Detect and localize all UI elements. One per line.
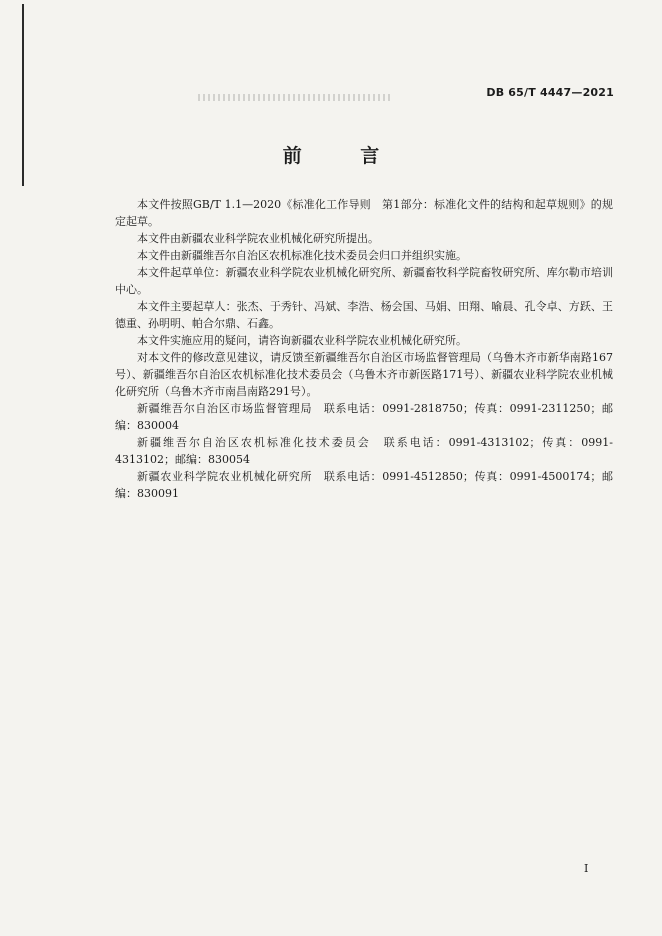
paragraph: 本文件起草单位：新疆农业科学院农业机械化研究所、新疆畜牧科学院畜牧研究所、库尔勒市培训中心。 — [115, 266, 613, 296]
contact-line: 新疆维吾尔自治区农机标准化技术委员会 联系电话：0991-4313102；传真：0991-4313102；邮编：830054 — [115, 436, 613, 466]
paragraph: 本文件主要起草人：张杰、于秀针、冯斌、李浩、杨会国、马娟、田翔、喻晨、孔令卓、方跃、王德重、孙明明、帕合尔鼎、石鑫。 — [115, 300, 613, 330]
page-number: I — [584, 862, 589, 875]
document-number: DB 65/T 4447—2021 — [486, 86, 614, 99]
contact-line: 新疆维吾尔自治区市场监督管理局 联系电话：0991-2818750；传真：0991-2311250；邮编：830004 — [115, 402, 613, 432]
scan-artifact — [198, 94, 393, 101]
foreword-body — [115, 196, 613, 502]
paragraph: 本文件实施应用的疑问，请咨询新疆农业科学院农业机械化研究所。 — [137, 334, 467, 347]
page-title: 前 言 — [282, 145, 406, 167]
paragraph: 本文件由新疆农业科学院农业机械化研究所提出。 — [137, 232, 379, 245]
paragraph: 对本文件的修改意见建议，请反馈至新疆维吾尔自治区市场监督管理局（乌鲁木齐市新华南路167号）、新疆维吾尔自治区农机标准化技术委员会（乌鲁木齐市新医路171号）、新疆农业科学院农业机械化研究所（乌鲁木齐市南昌南路291号）。 — [115, 351, 613, 398]
paragraph: 本文件由新疆维吾尔自治区农机标准化技术委员会归口并组织实施。 — [137, 249, 467, 262]
contact-line: 新疆农业科学院农业机械化研究所 联系电话：0991-4512850；传真：0991-4500174；邮编：830091 — [115, 470, 613, 500]
paragraph: 本文件按照GB/T 1.1—2020《标准化工作导则 第1部分：标准化文件的结构和起草规则》的规定起草。 — [115, 198, 613, 228]
